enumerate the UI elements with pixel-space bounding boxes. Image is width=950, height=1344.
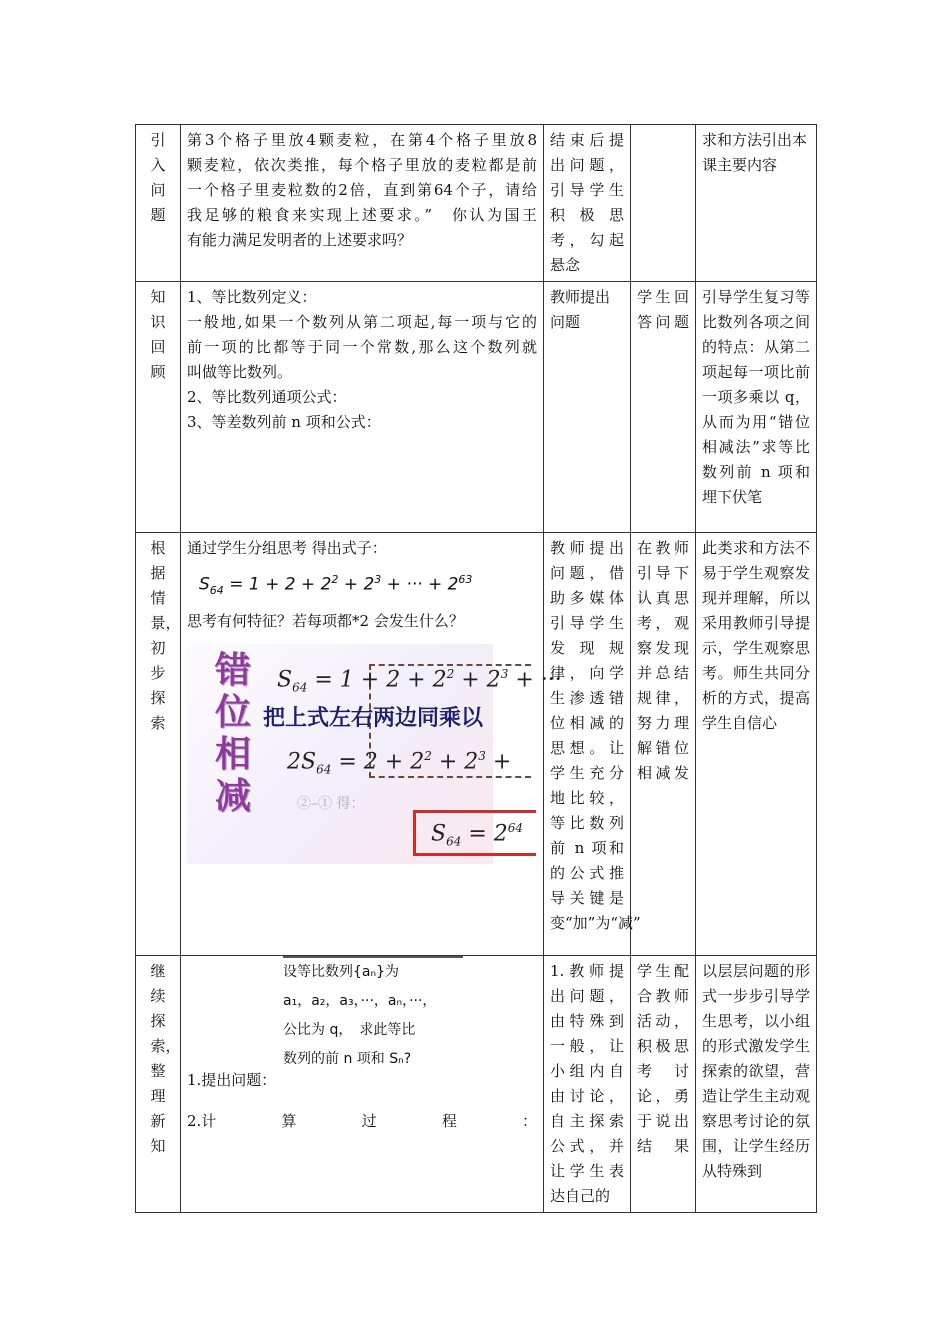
graphic-line-3: $2S_{64} = 2 + 2^2 + 2^3$ + bbox=[287, 749, 512, 777]
student-activity-cell: 学生回答问题 bbox=[631, 282, 696, 533]
graphic-line-1: $S_{64} = 1 + 2 + 2^2 + 2^3$ + ··· bbox=[277, 667, 562, 695]
table-row bbox=[136, 956, 817, 1213]
student-activity-cell: 学生配合教师活动，积极思考讨论，勇于说出结果 bbox=[631, 956, 696, 1213]
graphic-line-4: ②–① 得： bbox=[297, 796, 365, 813]
student-activity-cell: 在教师引导下认真思考，观察发现并总结规律，努力理解错位相减发 bbox=[631, 533, 696, 956]
item-1: 1.提出问题： bbox=[187, 1071, 277, 1089]
teacher-activity-cell: 1.教师提出问题，由特殊到一般，让小组内自由讨论，自主探索公式，并让学生表达自己的 bbox=[544, 956, 631, 1213]
teacher-activity-cell: 教师提出问题，借助多媒体引导学生发现规律，向学生渗透错位相减的思想。让学生充分地比较，等比数列前 n 项和的公式推导关键是变“加”为“减” bbox=[544, 533, 631, 956]
design-intent-cell: 以层层问题的形式一步步引导学生思考，以小组的形式激发学生探索的欲望，营造让学生主动观察思考讨论的氛围，让学生经历从特殊到 bbox=[696, 956, 817, 1213]
design-intent-cell: 引导学生复习等比数列各项之间的特点：从第二项起每一项比前一项多乘以 q，从而为用“错位相减法”求等比数列前 n 项和埋下伏笔 bbox=[696, 282, 817, 533]
design-intent-cell: 此类求和方法不易于学生观察发现并理解，所以采用教师引导提示，学生观察思考。师生共同分析的方式，提高学生自信心 bbox=[696, 533, 817, 956]
question-box: 设等比数列{aₙ}为 a₁，a₂，a₃，···，aₙ，···， 公比为 q， 求此等比 数列的前 n 项和 Sₙ? bbox=[283, 956, 463, 1074]
teacher-activity-cell: 结束后提出问题，引导学生积极思考，勾起悬念 bbox=[544, 125, 631, 282]
content-cell: 通过学生分组思考 得出式子： $S_{64} = 1 + 2 + 2^2 + 2^3$ + ··· + $2^{63}$ 思考有何特征？若每项都*2 会发生什么？ 错位相减 $S_{64} = 1 + 2 + 2^2 + 2^3$ + ··· 把上式左右两边同乘以 $2S_{64} = 2 + 2^2 + 2^3$ + ②–① 得： $S_{64} = 2^{64}$ bbox=[181, 533, 544, 956]
stage-cell: 引入问题 bbox=[136, 125, 181, 282]
graphic-title: 错位相减 bbox=[215, 650, 252, 818]
table-row bbox=[136, 125, 817, 282]
item-2: 2.计 算 过 程 ： bbox=[187, 1112, 537, 1130]
student-activity-cell bbox=[631, 125, 696, 282]
content-cell: 第3个格子里放4颗麦粒，在第4个格子里放8 颗麦粒，依次类推，每个格子里放的麦粒都是前 一个格子里麦粒数的2倍，直到第64个子，请给 我足够的粮食来实现上述要求。” 你认为国王 有能力满足发明者的上述要求吗？ bbox=[181, 125, 544, 282]
sum-formula: $S_{64} = 1 + 2 + 2^2 + 2^3$ + ··· + $2^{63}$ bbox=[199, 573, 473, 598]
lesson-plan-table bbox=[135, 124, 817, 1213]
table-row bbox=[136, 533, 817, 956]
offset-subtraction-graphic bbox=[187, 644, 562, 864]
table-row bbox=[136, 282, 817, 533]
graphic-result: $S_{64} = 2^{64}$ bbox=[431, 821, 524, 849]
stage-cell: 知识回顾 bbox=[136, 282, 181, 533]
stage-cell: 根据情景，初步探索 bbox=[136, 533, 181, 956]
content-cell: 1、等比数列定义： 一般地,如果一个数列从第二项起,每一项与它的 前一项的比都等于同一个常数,那么这个数列就 叫做等比数列。 2、等比数列通项公式： 3、等差数列前 n 项和公式： bbox=[181, 282, 544, 533]
teacher-activity-cell: 教师提出问题 bbox=[544, 282, 631, 533]
stage-cell: 继续探索，整理新知 bbox=[136, 956, 181, 1213]
content-cell bbox=[181, 956, 544, 1213]
design-intent-cell: 求和方法引出本课主要内容 bbox=[696, 125, 817, 282]
graphic-line-2: 把上式左右两边同乘以 bbox=[263, 706, 484, 732]
